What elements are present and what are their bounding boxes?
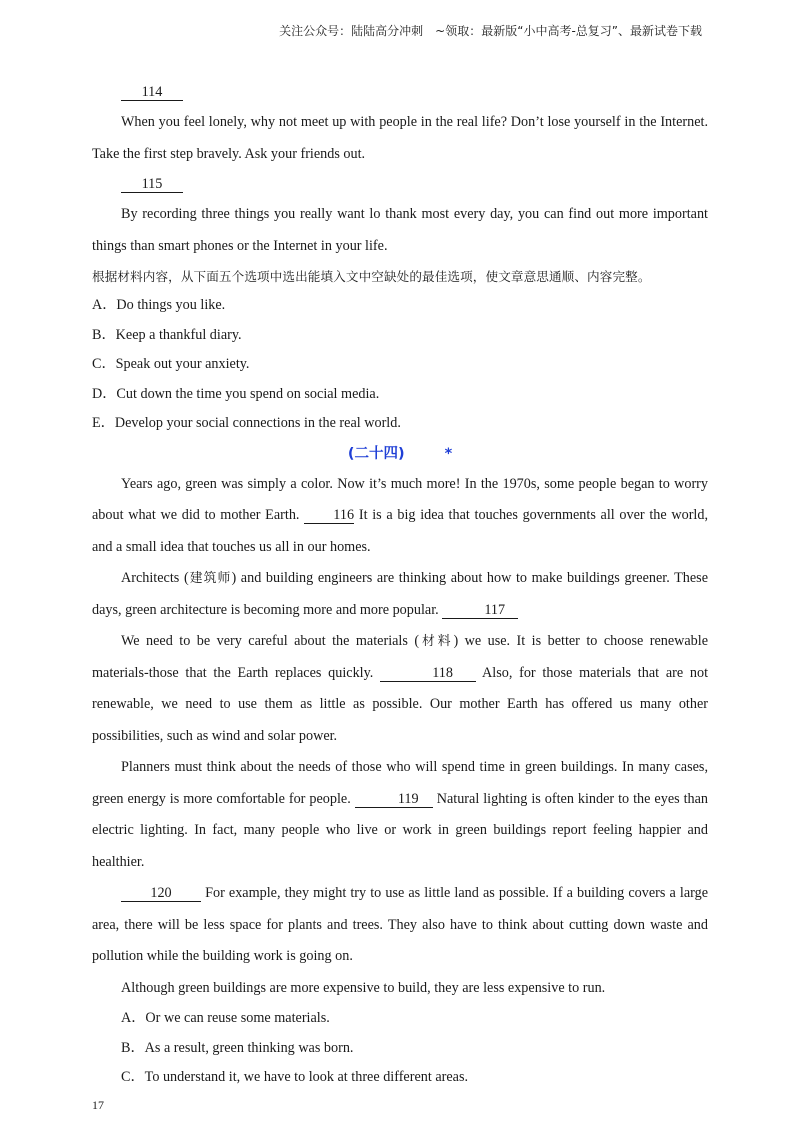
paragraph-3-text-b: ) we use. It is better to choose renewable materials-those that the Earth replaces quickly. <box>92 633 709 681</box>
section-title <box>92 439 708 469</box>
paragraph-4-text-b: Natural lighting is often kinder to the eyes than electric lighting. In fact, many people who live or work in green buildings report feeling happier and healthier. <box>92 790 709 870</box>
paragraph-4 <box>92 752 708 878</box>
paragraph-115: By recording three things you really want lo thank most every day, you can find out more important things than smart phones or the Internet in your life. <box>92 206 708 254</box>
option-d: D．Cut down the time you spend on social media. <box>92 385 380 402</box>
paragraph-6: Although green buildings are more expensive to build, they are less expensive to run. <box>121 979 606 996</box>
paragraph-1 <box>92 469 708 564</box>
option-a: A．Do things you like. <box>92 297 226 313</box>
option-c: C．To understand it, we have to look at three different areas. <box>121 1069 469 1085</box>
blank-line-114 <box>92 78 708 107</box>
blank-116: 116 <box>304 507 354 524</box>
option-a: A．Or we can reuse some materials. <box>121 1010 330 1026</box>
paragraph-3-text-a: We need to be very careful about the materials ( <box>121 633 420 649</box>
paragraph-2-chinese: 建筑师 <box>188 571 232 586</box>
paragraph-1-text-b: It is a big idea that touches governments all over the world, and a small idea that touches us all in our homes. <box>92 507 709 555</box>
paragraph-3 <box>92 626 708 752</box>
paragraph-114: When you feel lonely, why not meet up with people in the real life? Don’t lose yourself in the Internet. Take the first step bravely. Ask your friends out. <box>92 114 708 162</box>
option-b: B．As a result, green thinking was born. <box>121 1039 354 1056</box>
paragraph-2 <box>92 563 708 626</box>
paragraph-3-text-c: Also, for those materials that are not renewable, we need to use them as little as possible. Our mother Earth has offered us many other possibilities, such as wind and solar power. <box>92 664 709 744</box>
blank-120: 120 <box>121 885 201 902</box>
option-c: C．Speak out your anxiety. <box>92 356 250 372</box>
page-header: 关注公众号：陆陆高分冲刺 ~领取：最新版“小中高考-总复习”、最新试卷下载 <box>279 24 702 38</box>
section-title-text: (二十四) <box>347 445 405 462</box>
blank-line-115 <box>92 170 708 199</box>
paragraph-5-text: For example, they might try to use as little land as possible. If a building covers a large area, there will be less space for plants and trees. They also have to think about cutting down waste and pollution while the building work is going on. <box>92 885 708 964</box>
instruction-text: 根据材料内容，从下面五个选项中选出能填入文中空缺处的最佳选项，使文章意思通顺、内容完整。 <box>92 269 651 284</box>
paragraph-2-text-b: ) and building engineers are thinking about how to make buildings greener. These days, green architecture is becoming more and more popular. <box>92 570 709 618</box>
paragraph-2-text-a: Architects ( <box>121 570 189 586</box>
paragraph-4-text-a: Planners must think about the needs of those who will spend time in green buildings. In many cases, green energy is more comfortable for people. <box>92 759 708 807</box>
blank-117: 117 <box>442 602 518 619</box>
page-number: 17 <box>92 1098 104 1112</box>
star-mark: * <box>444 445 453 462</box>
option-b: B．Keep a thankful diary. <box>92 326 242 343</box>
blank-114: 114 <box>121 84 183 101</box>
option-e: E．Develop your social connections in the real world. <box>92 415 401 431</box>
paragraph-1-text-a: Years ago, green was simply a color. Now it’s much more! In the 1970s, some people began to worry about what we did to mother Earth. <box>92 475 708 523</box>
paragraph-5 <box>92 878 708 973</box>
blank-115: 115 <box>121 176 183 193</box>
document-body <box>92 78 708 1093</box>
blank-119: 119 <box>355 791 433 808</box>
paragraph-3-chinese: 材料 <box>419 634 454 649</box>
blank-118: 118 <box>380 665 476 682</box>
